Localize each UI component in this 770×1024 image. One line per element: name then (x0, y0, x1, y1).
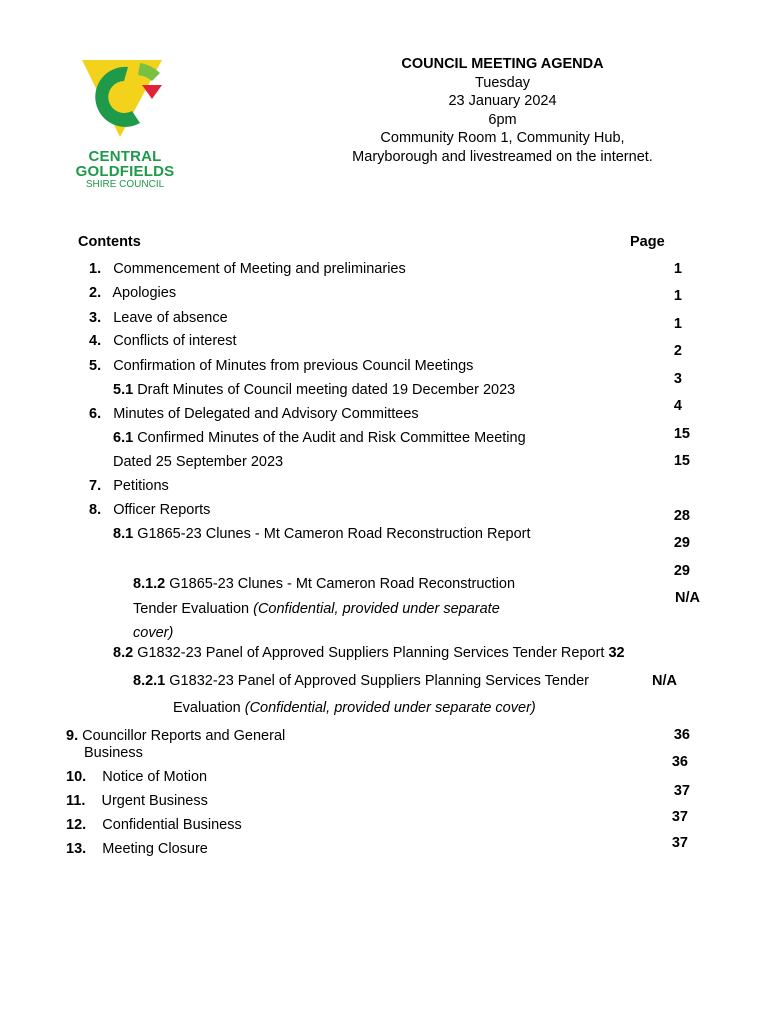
toc-item-1[interactable] (89, 261, 406, 277)
meeting-day: Tuesday (474, 74, 531, 91)
toc-item-8-1-2-line3: cover) (133, 625, 174, 641)
page-number: 2 (673, 343, 682, 359)
toc-item-number: 6.1 (113, 430, 134, 446)
toc-item-number: 13. (66, 841, 87, 857)
toc-item-label: Confidential Business (102, 817, 242, 833)
toc-item-label: Draft Minutes of Council meeting dated 19 December 2023 (137, 382, 516, 398)
toc-item-label: Officer Reports (113, 502, 211, 518)
toc-item-number: 1. (89, 261, 102, 277)
toc-item-label: Notice of Motion (102, 769, 208, 785)
toc-item-9-line2: Business (84, 745, 143, 761)
toc-item-5[interactable] (89, 358, 473, 374)
meeting-venue-line1: Community Room 1, Community Hub, (380, 130, 625, 146)
toc-item-number: 9. (66, 728, 79, 744)
page-number: 1 (673, 288, 682, 304)
toc-item-8-1[interactable] (113, 526, 531, 542)
toc-item-label: G1832-23 Panel of Approved Suppliers Planning Services Tender Report (137, 645, 605, 661)
toc-item-6-1-continued (113, 454, 283, 470)
page-number: 36 (673, 727, 690, 743)
toc-item-note: (Confidential, provided under separate (253, 601, 500, 617)
toc-item-label: Dated (113, 454, 152, 470)
page-number: 37 (671, 809, 688, 825)
toc-item-number: 8. (89, 502, 102, 518)
meeting-venue-line2: Maryborough and livestreamed on the internet. (352, 148, 653, 165)
toc-item-label: Commencement of Meeting and preliminaries (113, 261, 406, 277)
toc-item-label: Conflicts of interest (113, 333, 237, 349)
page-number: 1 (673, 261, 682, 277)
toc-item-12[interactable] (66, 817, 242, 833)
toc-item-4[interactable] (89, 333, 237, 349)
page-number: 29 (673, 535, 690, 551)
logo-emblem-icon (70, 55, 180, 145)
toc-item-number: 10. (66, 769, 87, 785)
toc-item-5-1[interactable] (113, 382, 515, 398)
toc-item-label: G1865-23 Clunes - Mt Cameron Road Reconstruction Report (137, 526, 531, 542)
meeting-date: 23 January 2024 (448, 93, 557, 109)
toc-item-number: 11. (66, 793, 86, 809)
toc-item-number: 4. (89, 333, 102, 349)
toc-item-8-2-1-line2 (173, 700, 536, 716)
toc-item-11[interactable] (66, 793, 208, 809)
toc-item-number: 6. (89, 406, 102, 422)
logo-text-shire-council: SHIRE COUNCIL (85, 179, 165, 190)
toc-item-label: Leave of absence (113, 310, 228, 326)
agenda-title: COUNCIL MEETING AGENDA (401, 56, 604, 72)
agenda-header (330, 55, 675, 166)
toc-item-3[interactable] (89, 310, 228, 326)
page-number: 15 (673, 453, 690, 469)
toc-item-7[interactable] (89, 478, 169, 494)
page-number: 37 (673, 783, 690, 799)
toc-item-6-1[interactable] (113, 430, 526, 446)
toc-item-label: G1865-23 Clunes - Mt Cameron Road Reconstruction (169, 576, 516, 592)
toc-item-label: Evaluation (173, 700, 241, 716)
toc-item-label: Meeting Closure (102, 841, 208, 857)
page-number: 3 (673, 371, 682, 387)
toc-item-number: 8.1 (113, 526, 134, 542)
logo-text-central: CENTRAL (88, 148, 162, 165)
meeting-time: 6pm (488, 111, 517, 128)
toc-item-number: 8.2 (113, 645, 134, 661)
toc-item-label: G1832-23 Panel of Approved Suppliers Planning Services Tender (169, 673, 589, 689)
toc-item-label: Confirmation of Minutes from previous Council Meetings (113, 358, 474, 374)
toc-item-date: 25 September 2023 (155, 454, 284, 470)
page-number: 1 (673, 316, 682, 332)
toc-item-label: Confirmed Minutes of the Audit and Risk Committee Meeting (137, 430, 526, 446)
toc-item-8-2-1[interactable] (133, 673, 589, 689)
toc-item-number: 5.1 (113, 382, 134, 398)
page-number: 37 (671, 835, 688, 851)
toc-item-8-1-2-line2 (133, 601, 500, 617)
toc-item-number: 8.1.2 (133, 576, 166, 592)
toc-item-label: Minutes of Delegated and Advisory Committees (113, 406, 419, 422)
toc-item-8-1-2[interactable] (133, 576, 515, 592)
toc-item-label: Tender Evaluation (133, 601, 250, 617)
page-column-heading: Page (630, 234, 665, 250)
logo-text-goldfields: GOLDFIELDS (75, 163, 175, 180)
toc-item-number: 7. (89, 478, 102, 494)
toc-item-13[interactable] (66, 841, 208, 857)
toc-item-label: Urgent Business (101, 793, 208, 809)
toc-item-number: 8.2.1 (133, 673, 166, 689)
page-number: 29 (673, 563, 690, 579)
toc-item-number: 5. (89, 358, 102, 374)
page-number: 4 (673, 398, 682, 414)
page-number: N/A (652, 673, 677, 689)
toc-item-number: 12. (66, 817, 87, 833)
toc-item-number: 2. (89, 285, 102, 301)
toc-item-10[interactable] (66, 769, 207, 785)
page-number: 15 (673, 426, 690, 442)
page-number: 28 (673, 508, 690, 524)
council-logo (70, 55, 180, 195)
page-number: 36 (671, 754, 688, 770)
contents-heading: Contents (78, 234, 141, 250)
toc-item-8-2[interactable] (113, 645, 625, 661)
toc-item-page: 32 (608, 645, 625, 661)
page-number: N/A (675, 590, 700, 606)
toc-item-6[interactable] (89, 406, 419, 422)
toc-item-number: 3. (89, 310, 102, 326)
toc-item-2[interactable] (89, 285, 176, 301)
toc-item-label: Apologies (112, 285, 177, 301)
toc-item-9[interactable] (66, 728, 285, 744)
toc-item-8[interactable] (89, 502, 210, 518)
toc-item-label: Councillor Reports and General (82, 728, 286, 744)
toc-item-note: (Confidential, provided under separate cover) (244, 700, 536, 716)
toc-item-label: Petitions (113, 478, 169, 494)
